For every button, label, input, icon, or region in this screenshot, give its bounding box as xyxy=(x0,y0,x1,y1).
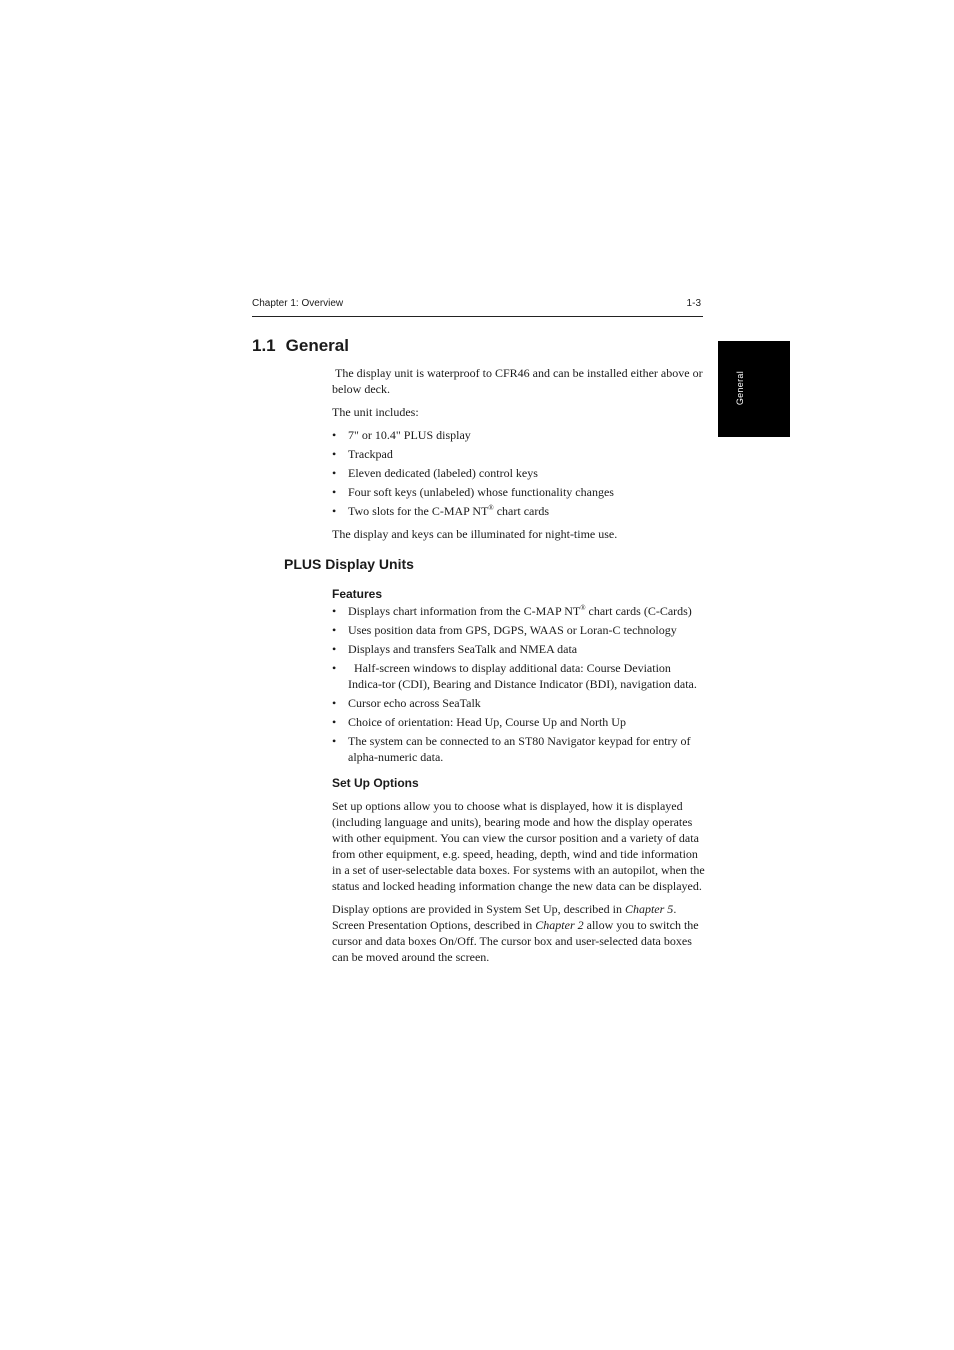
bullet-icon: • xyxy=(332,642,337,656)
bullet-icon: • xyxy=(332,604,337,618)
bullet-icon: • xyxy=(332,661,337,675)
section-title-text: General xyxy=(285,336,349,355)
setup-paragraph-1: Set up options allow you to choose what is displayed, how it is displayed (including language and units), bearing mode and how the display operates with other equipment. You can view the cursor position and a variety of data from other equipment, e.g. speed, heading, depth, wind and tide information in a set of user-selectable data boxes. For systems with an autopilot, when the status and locked heading information change the new data can be displayed. xyxy=(332,799,705,893)
includes-list xyxy=(332,427,706,519)
list-item: • Displays chart information from the C-MAP NT® chart cards (C-Cards) xyxy=(332,604,692,618)
bullet-icon: • xyxy=(332,715,337,729)
subsection-title: PLUS Display Units xyxy=(284,556,414,572)
bullet-icon: • xyxy=(332,485,337,499)
list-item: • Choice of orientation: Head Up, Course Up and North Up xyxy=(332,715,626,729)
list-item: • Trackpad xyxy=(332,447,393,461)
includes-lead: The unit includes: xyxy=(332,405,419,419)
section-title xyxy=(252,336,349,356)
bullet-icon: • xyxy=(332,466,337,480)
running-header-chapter: Chapter 1: Overview xyxy=(252,298,344,309)
setup-options-heading: Set Up Options xyxy=(332,776,419,790)
list-item: • 7" or 10.4" PLUS display xyxy=(332,428,471,442)
chapter-side-tab xyxy=(718,341,790,437)
intro-paragraph: The display unit is waterproof to CFR46 and can be installed either above or below deck. xyxy=(332,366,706,396)
bullet-icon: • xyxy=(332,428,337,442)
section-number: 1.1 xyxy=(252,336,276,355)
side-tab-label: General xyxy=(735,371,745,406)
illumination-paragraph: The display and keys can be illuminated for night-time use. xyxy=(332,527,618,541)
list-item: • The system can be connected to an ST80 Navigator keypad for entry of alpha-numeric data. xyxy=(332,734,691,764)
chapter-reference: Chapter 2 xyxy=(535,918,584,932)
bullet-icon: • xyxy=(332,447,337,461)
bullet-icon: • xyxy=(332,696,337,710)
list-item: • Two slots for the C-MAP NT® chart cards xyxy=(332,504,550,518)
list-item: • Cursor echo across SeaTalk xyxy=(332,696,481,710)
list-item: • Uses position data from GPS, DGPS, WAAS or Loran-C technology xyxy=(332,623,677,637)
list-item: • Four soft keys (unlabeled) whose functionality changes xyxy=(332,485,614,499)
list-item: • Half-screen windows to display additional data: Course Deviation Indica-tor (CDI), Bearing and Distance Indicator (BDI), navigation data. xyxy=(332,661,697,691)
features-list xyxy=(332,603,706,765)
chapter-reference: Chapter 5 xyxy=(624,902,674,916)
bullet-icon: • xyxy=(332,623,337,637)
list-item: • Displays and transfers SeaTalk and NMEA data xyxy=(332,642,578,656)
setup-paragraph-2: Display options are provided in System Set Up, described in Chapter 5. Screen Presentation Options, described in Chapter 2 allow you to switch the cursor and data boxes On/Off. The cursor box and user-selected data boxes can be moved around the screen. xyxy=(332,902,702,964)
bullet-icon: • xyxy=(332,504,337,518)
list-item: • Eleven dedicated (labeled) control keys xyxy=(332,466,538,480)
features-heading: Features xyxy=(332,587,383,601)
main-content xyxy=(284,365,706,972)
bullet-icon: • xyxy=(332,734,337,748)
page-number: 1-3 xyxy=(686,298,701,309)
page-header xyxy=(252,297,703,317)
